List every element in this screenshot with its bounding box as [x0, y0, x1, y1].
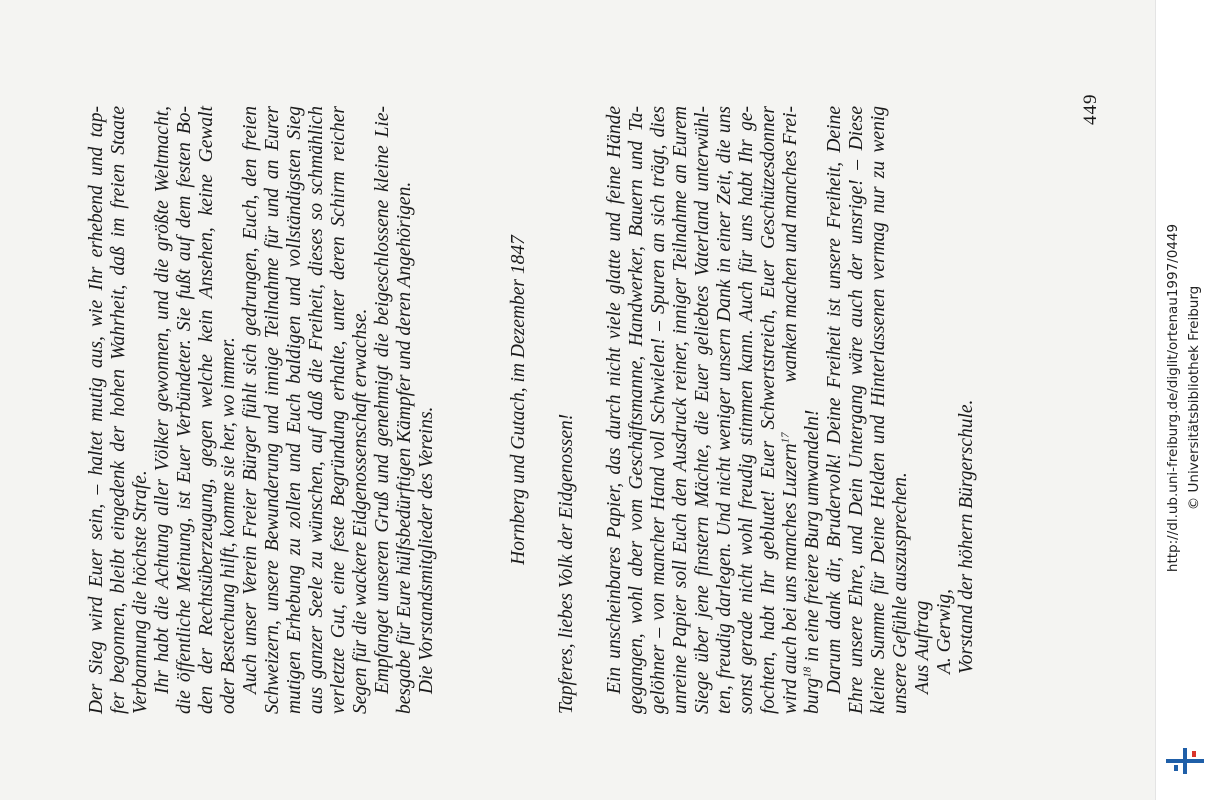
text-line: aus ganzer Seele zu wünschen, auf daß die Freiheit, dieses so schmählich — [306, 106, 327, 714]
text-line: sonst gerade nicht wohl freudig stimmen kann. Auch für uns habt Ihr ge- — [736, 106, 757, 714]
text-line: kleine Summe für Deine Helden und Hinterlassenen vermag nur zu wenig — [868, 106, 889, 714]
text-line: Darum dank dir, Brudervolk! Deine Freiheit ist unsere Freiheit, Deine — [824, 106, 845, 694]
text-line-footnote-17 — [780, 106, 802, 714]
copyright-notice: © Universitätsbibliothek Freiburg — [1186, 285, 1202, 511]
text-line: besgabe für Eure hülfsbedürftigen Kämpfer und deren Angehörigen. — [394, 181, 415, 714]
text-line: den der Rechtsüberzeugung, gegen welche kein Ansehen, keine Gewalt — [196, 106, 217, 714]
place-date-heading: Hornberg und Gutach, im Dezember 1847 — [508, 235, 529, 565]
text-line: Siege über jene finstern Mächte, die Euer geliebtes Vaterland unterwühl- — [692, 106, 713, 714]
text-line: Der Sieg wird Euer sein, – haltet mutig aus, wie Ihr erhebend und tap- — [86, 106, 107, 714]
greeting-line: Tapferes, liebes Volk der Eidgenossen! — [556, 413, 577, 714]
text-line: Die Vorstandsmitglieder des Vereins. — [416, 406, 437, 694]
text-line: gegangen, wohl aber vom Geschäftsmanne, Handwerker, Bauern und Ta- — [626, 106, 647, 714]
text-fragment: wird auch bei uns manches Luzern — [780, 443, 801, 714]
text-line: gelöhner – von mancher Hand voll Schwielen! – Spuren an sich trägt, dies — [648, 106, 669, 714]
logo-bar-vertical — [1183, 748, 1187, 774]
library-sidebar — [1155, 0, 1212, 800]
library-logo-icon — [1166, 748, 1204, 774]
logo-accent-bottom — [1174, 765, 1178, 771]
text-line: Schweizern, unsere Bewunderung und innige Teilnahme für und an Eurer — [262, 106, 283, 714]
text-line: Empfanget unseren Gruß und genehmigt die beigeschlossene kleine Lie- — [372, 106, 393, 694]
text-fragment: wanken machen und manches Frei- — [780, 106, 801, 383]
footnote-marker: 18 — [801, 666, 814, 678]
text-fragment: in eine freiere Burg umwandeln! — [802, 409, 823, 662]
text-fragment: burg — [802, 677, 823, 714]
text-line: Segen für die wackere Eidgenossenschaft erwachse. — [350, 308, 371, 714]
text-line: Ihr habt die Achtung aller Völker gewonnen, und die größte Weltmacht, — [152, 106, 173, 694]
page-number: 449 — [1080, 93, 1101, 125]
text-line: unsere Gefühle auszusprechen. — [890, 472, 911, 714]
text-line: mutigen Erhebung zu zollen und Euch baldigen und vollständigsten Sieg — [284, 106, 305, 714]
text-line: oder Bestechung hilft, komme sie her, wo immer. — [218, 337, 239, 714]
text-line: Auch unser Verein Freier Bürger fühlt sich gedrungen, Euch, den freien — [240, 106, 261, 694]
source-url[interactable]: http://dl.ub.uni-freiburg.de/diglit/ortenau1997/0449 — [1165, 223, 1181, 573]
signature-name: A. Gerwig, — [934, 588, 955, 674]
text-line: die öffentliche Meinung, ist Euer Verbündeter. Sie fußt auf dem festen Bo- — [174, 106, 195, 714]
text-line: Verbannung die höchste Strafe. — [130, 470, 151, 714]
text-line-footnote-18 — [802, 106, 824, 714]
text-line: unreine Papier soll Euch den Ausdruck reiner, inniger Teilnahme an Eurem — [670, 106, 691, 714]
signature-title: Vorstand der höhern Bürgerschule. — [956, 399, 977, 674]
text-line: Ehre unsere Ehre, und Dein Untergang wäre auch der unsrige! – Diese — [846, 106, 867, 714]
signature-line: Aus Auftrag — [912, 600, 933, 694]
text-line: ten, freudig darlegen. Und nicht weniger unsern Dank in einer Zeit, die uns — [714, 106, 735, 714]
text-line: verletzte Gut, eine feste Begründung erhalte, unter deren Schirm reicher — [328, 106, 349, 714]
logo-accent-top — [1192, 751, 1196, 757]
text-line: fochten, habt Ihr geblutet! Euer Schwertstreich, Euer Geschützesdonner — [758, 106, 779, 714]
text-line: Ein unscheinbares Papier, das durch nicht viele glatte und feine Hände — [604, 106, 625, 694]
text-line: fer begonnen, bleibt eingedenk der hohen Wahrheit, daß im freien Staate — [108, 106, 129, 714]
footnote-marker: 17 — [779, 432, 792, 444]
